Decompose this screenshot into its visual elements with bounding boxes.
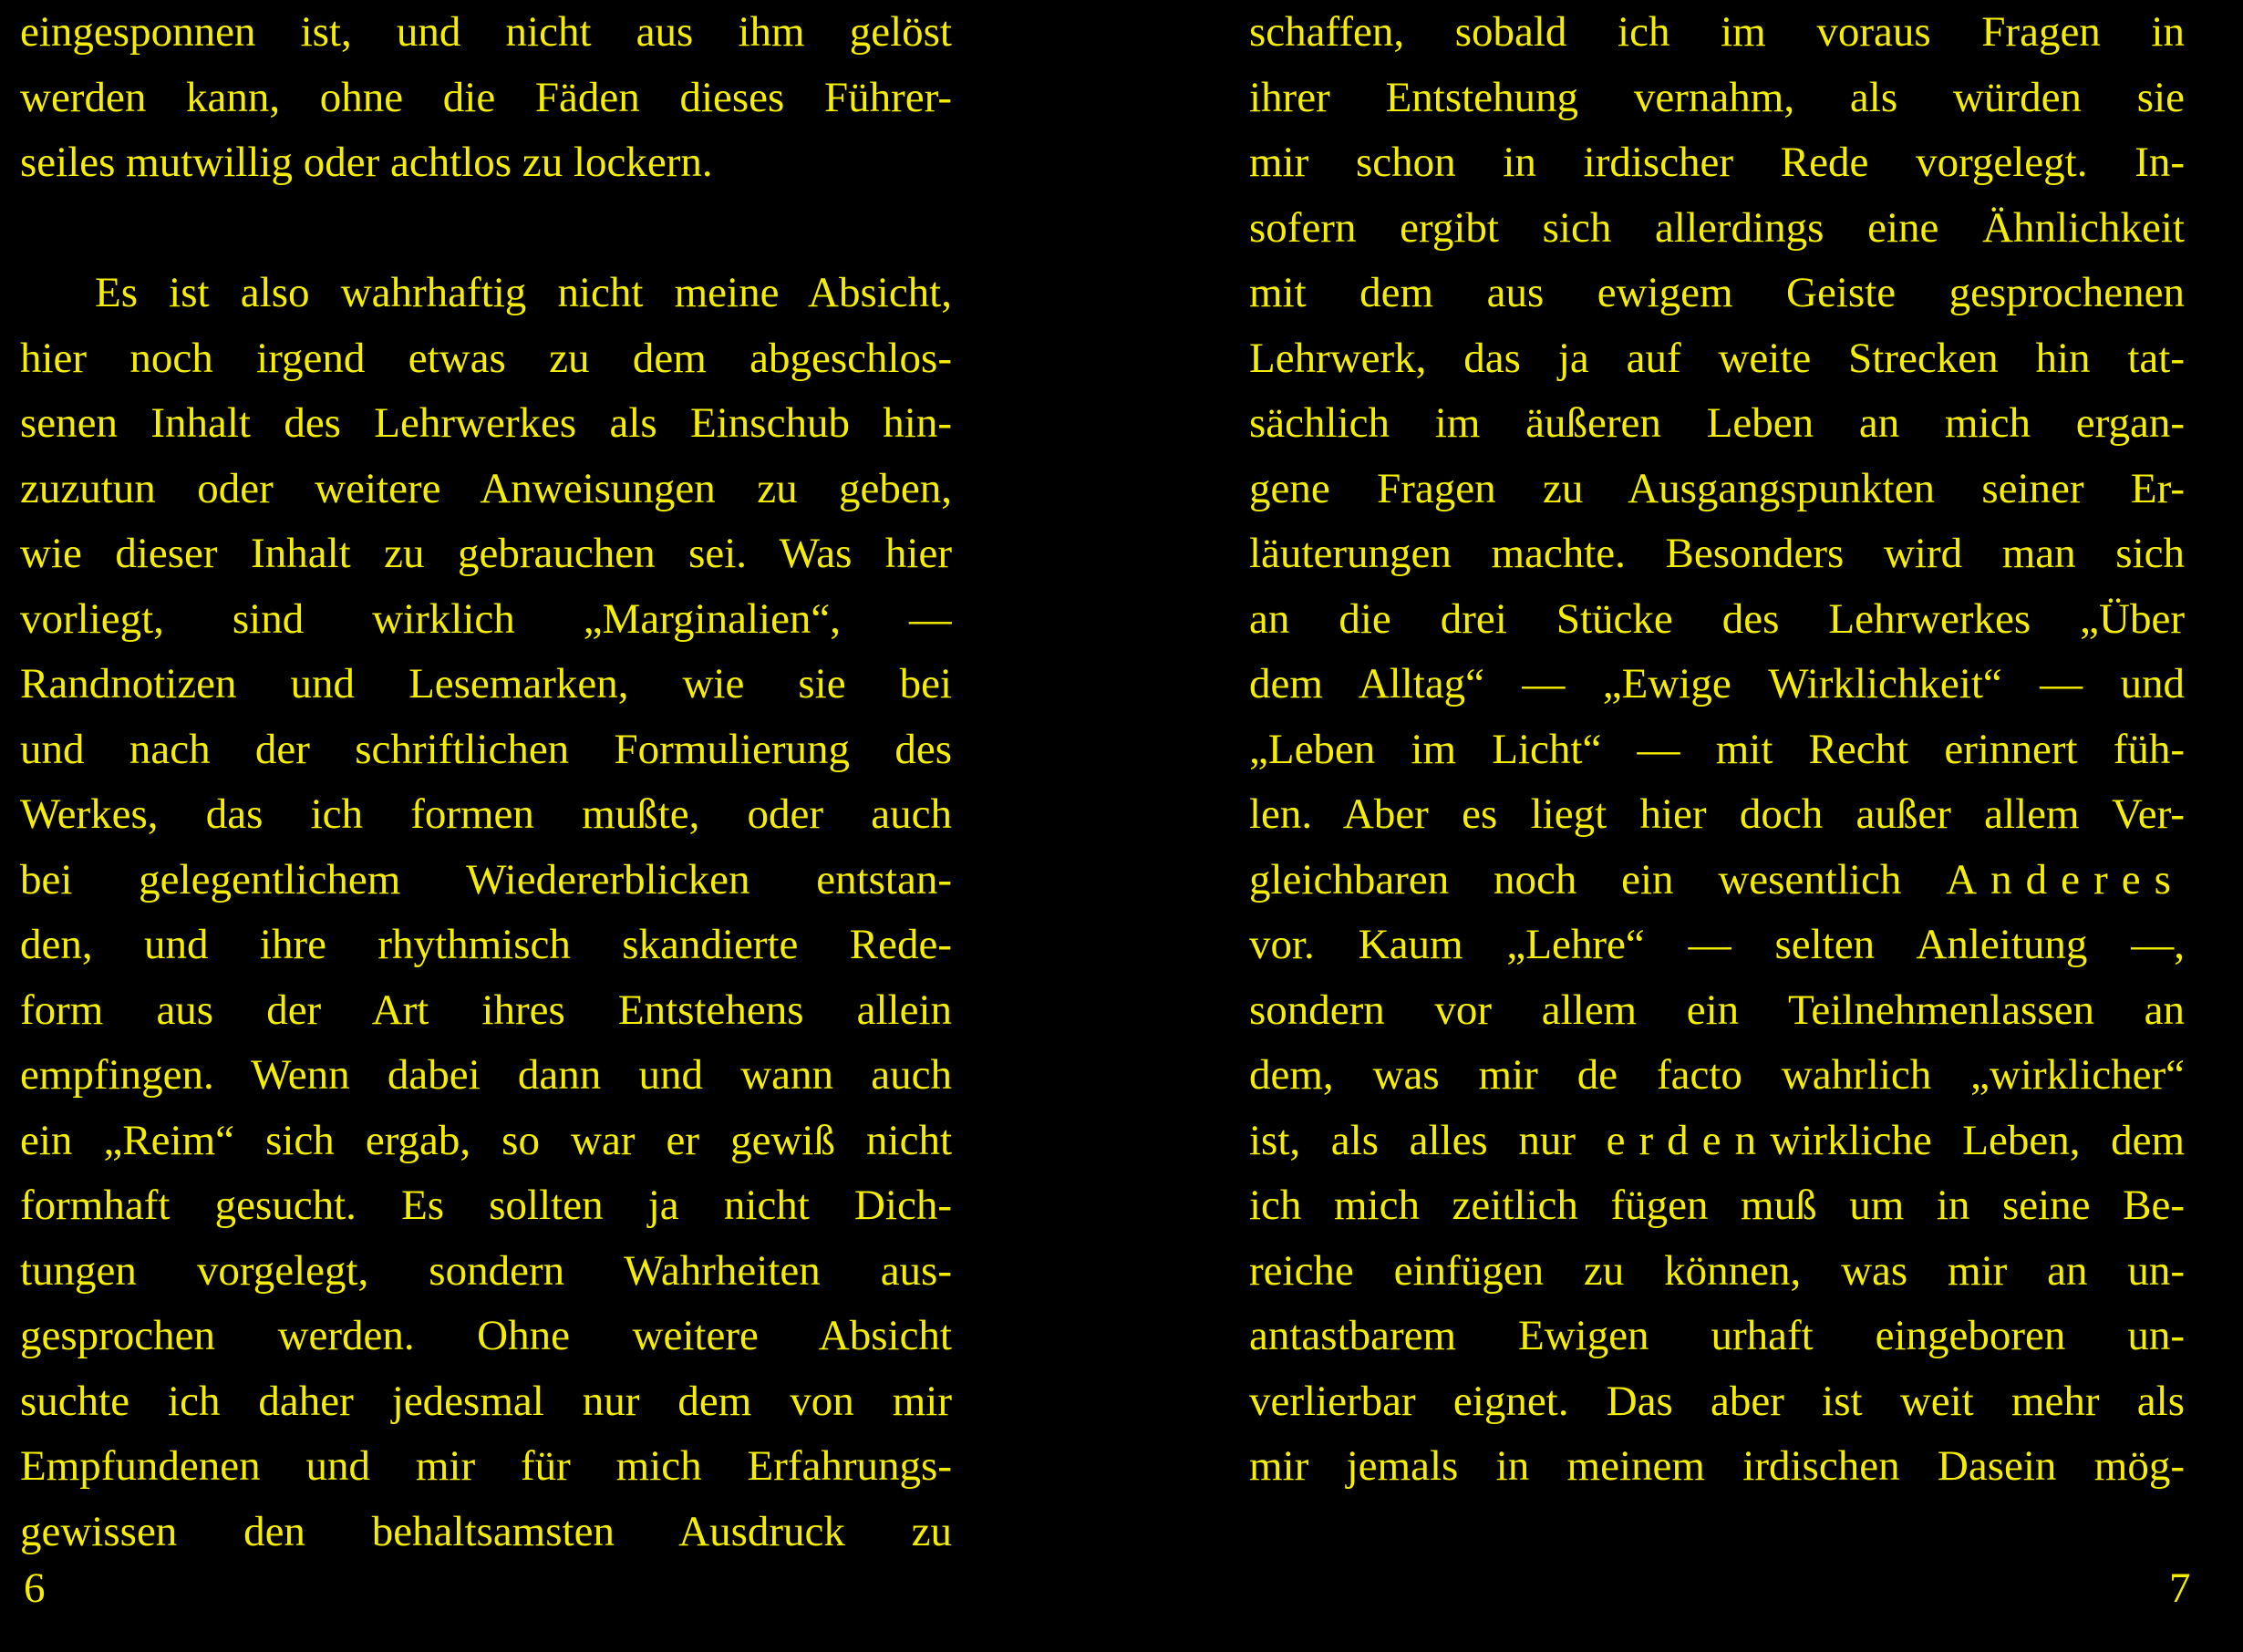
text-line <box>1249 1109 2185 1174</box>
text-line: dem Alltag“ — „Ewige Wirklichkeit“ — und <box>1249 660 2185 707</box>
text-line: formhaft gesucht. Es sollten ja nicht Dich- <box>20 1182 952 1229</box>
text-line: mir schon in irdischer Rede vorgelegt. In- <box>1249 139 2185 186</box>
page-number: 7 <box>2169 1564 2191 1612</box>
text-line: läuterungen machte. Besonders wird man sich <box>1249 530 2185 577</box>
text-line: werden kann, ohne die Fäden dieses Führer- <box>20 73 952 121</box>
text-line: den, und ihre rhythmisch skandierte Rede- <box>20 921 952 968</box>
text-line: sofern ergibt sich allerdings eine Ähnlichkeit <box>1249 203 2185 252</box>
text-line: Es ist also wahrhaftig nicht meine Absicht, <box>95 269 952 316</box>
text-line: mit dem aus ewigem Geiste gesprochenen <box>1249 269 2185 316</box>
text-line: suchte ich daher jedesmal nur dem von mir <box>20 1377 952 1425</box>
text-run: gleichbaren noch ein wesentlich <box>1249 855 1902 903</box>
text-line: Empfundenen und mir für mich Erfahrungs- <box>20 1442 952 1490</box>
text-line: Randnotizen und Lesemarken, wie sie bei <box>20 660 952 707</box>
text-line: vor. Kaum „Lehre“ — selten Anleitung —, <box>1249 921 2185 968</box>
text-line: reiche einfügen zu können, was mir an un- <box>1249 1246 2185 1295</box>
text-line: wie dieser Inhalt zu gebrauchen sei. Was hier <box>20 530 952 577</box>
text-line: und nach der schriftlichen Formulierung des <box>20 725 952 773</box>
text-line: antastbarem Ewigen urhaft eingeboren un- <box>1249 1312 2185 1359</box>
text-line: Lehrwerk, das ja auf weite Strecken hin tat- <box>1249 334 2185 382</box>
text-line: „Leben im Licht“ — mit Recht erinnert füh- <box>1249 725 2185 773</box>
emphasized-word: erden <box>1606 1116 1771 1164</box>
text-line: mir jemals in meinem irdischen Dasein mög- <box>1249 1442 2185 1490</box>
text-line: gewissen den behaltsamsten Ausdruck zu <box>20 1507 952 1555</box>
text-line: dem, was mir de facto wahrlich „wirklicher“ <box>1249 1051 2185 1099</box>
text-line: form aus der Art ihres Entstehens allein <box>20 986 952 1034</box>
text-line: an die drei Stücke des Lehrwerkes „Über <box>1249 594 2185 643</box>
text-line: hier noch irgend etwas zu dem abgeschlos- <box>20 334 952 382</box>
text-line: gesprochen werden. Ohne weitere Absicht <box>20 1312 952 1359</box>
text-line: bei gelegentlichem Wiedererblicken entstan- <box>20 855 952 903</box>
text-line: seiles mutwillig oder achtlos zu lockern. <box>20 139 713 186</box>
text-run: wirkliche Leben, dem <box>1770 1116 2185 1164</box>
left-page-text <box>20 0 952 1564</box>
text-line: senen Inhalt des Lehrwerkes als Einschub hin- <box>20 399 952 447</box>
text-line: empfingen. Wenn dabei dann und wann auch <box>20 1051 952 1099</box>
text-line: vorliegt, sind wirklich „Marginalien“, — <box>20 594 952 643</box>
text-line <box>1249 848 2185 914</box>
text-line: Werkes, das ich formen mußte, oder auch <box>20 790 952 838</box>
text-line: zuzutun oder weitere Anweisungen zu geben, <box>20 464 952 512</box>
text-line: ihrer Entstehung vernahm, als würden sie <box>1249 73 2185 121</box>
text-line: schaffen, sobald ich im voraus Fragen in <box>1249 8 2185 56</box>
text-line: ich mich zeitlich fügen muß um in seine Be- <box>1249 1182 2185 1229</box>
text-line: sondern vor allem ein Teilnehmenlassen an <box>1249 986 2185 1034</box>
page-number: 6 <box>24 1564 46 1612</box>
text-line: len. Aber es liegt hier doch außer allem Ver- <box>1249 790 2185 838</box>
text-line: verlierbar eignet. Das aber ist weit mehr als <box>1249 1377 2185 1425</box>
text-run: ist, als alles nur <box>1249 1116 1576 1164</box>
text-line: sächlich im äußeren Leben an mich ergan- <box>1249 399 2185 447</box>
text-line: eingesponnen ist, und nicht aus ihm gelöst <box>20 8 952 56</box>
text-line: gene Fragen zu Ausgangspunkten seiner Er- <box>1249 464 2185 512</box>
text-line: ein „Reim“ sich ergab, so war er gewiß nicht <box>20 1116 952 1164</box>
emphasized-word: Anderes <box>1946 855 2185 903</box>
paragraph-gap <box>20 196 952 262</box>
right-page-text <box>1249 0 2185 1500</box>
right-page <box>1122 0 2243 1652</box>
text-line: tungen vorgelegt, sondern Wahrheiten aus- <box>20 1246 952 1295</box>
